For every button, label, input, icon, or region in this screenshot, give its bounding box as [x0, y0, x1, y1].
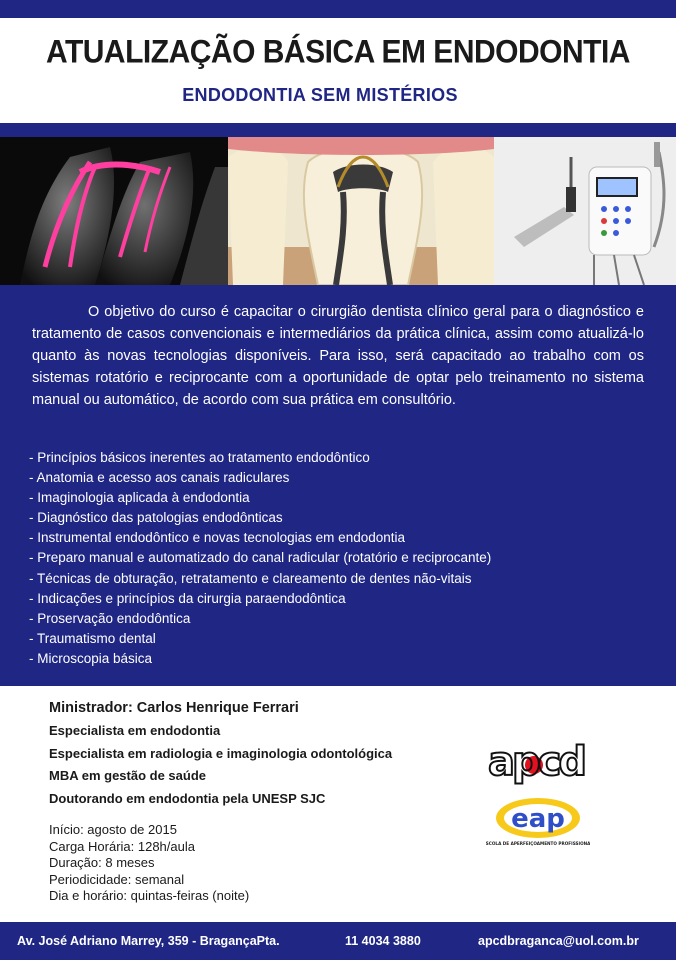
instructor-name: Ministrador: Carlos Henrique Ferrari — [49, 700, 299, 716]
instructor-section — [49, 700, 392, 810]
photo-strip — [0, 137, 676, 285]
list-item: - Anatomia e acesso aos canais radiculares — [29, 470, 290, 486]
eap-logo — [486, 796, 590, 848]
start-date: Início: agosto de 2015 — [49, 822, 177, 837]
list-item: - Imaginologia aplicada à endodontia — [29, 490, 250, 506]
svg-text:apcd: apcd — [488, 739, 584, 785]
credential: MBA em gestão de saúde — [49, 768, 207, 783]
list-item: - Princípios básicos inerentes ao tratamento endodôntico — [29, 450, 370, 465]
list-item: - Indicações e princípios da cirurgia paraendodôntica — [29, 590, 346, 606]
eap-caption: ESCOLA DE APERFEIÇOAMENTO PROFISSIONAL — [486, 841, 590, 846]
frequency: Periodicidade: semanal — [49, 871, 185, 887]
list-item: - Proservação endodôntica — [29, 610, 191, 626]
credential: Doutorando em endodontia pela UNESP SJC — [49, 790, 326, 806]
duration: Duração: 8 meses — [49, 855, 155, 870]
list-item: - Preparo manual e automatizado do canal radicular (rotatório e reciprocante) — [29, 550, 492, 566]
schedule: Dia e horário: quintas-feiras (noite) — [49, 888, 250, 903]
footer-phone: 11 4034 3880 — [345, 934, 421, 948]
page-subtitle: ENDODONTIA SEM MISTÉRIOS — [182, 85, 458, 105]
topics-list — [29, 448, 491, 669]
workload: Carga Horária: 128h/aula — [49, 838, 195, 854]
footer-address: Av. José Adriano Marrey, 359 - BragançaPta. — [17, 934, 280, 948]
svg-text:eap: eap — [511, 804, 565, 834]
list-item: - Técnicas de obturação, retratamento e clareamento de dentes não-vitais — [29, 570, 472, 586]
footer-bar — [0, 922, 676, 960]
list-item: - Diagnóstico das patologias endodônticas — [29, 510, 283, 526]
root-canal-xray-image — [0, 137, 228, 285]
tooth-cross-section-image — [228, 137, 494, 285]
endodontic-motor-device-image — [494, 137, 676, 285]
course-description: O objetivo do curso é capacitar o cirurgião dentista clínico geral para o diagnóstico e tratamento de casos convencionais e intermediários da prática clínica, assim como atualizá-lo quanto às novas tecnologias disponíveis. Para isso, será capacitado ao trabalho com os sistemas rotatório e reciprocante com a oportunidade de optar pelo treinamento no sistema manual ou automático, de acordo com sua prática em consultório. — [32, 304, 644, 408]
list-item: - Traumatismo dental — [29, 630, 156, 646]
course-details — [49, 822, 249, 905]
footer-email: apcdbraganca@uol.com.br — [478, 934, 639, 948]
list-item: - Instrumental endodôntico e novas tecnologias em endodontia — [29, 530, 405, 546]
page-title: ATUALIZAÇÃO BÁSICA EM ENDODONTIA — [46, 34, 630, 71]
list-item: - Microscopia básica — [29, 650, 153, 666]
credential: Especialista em endodontia — [49, 723, 221, 738]
credential: Especialista em radiologia e imaginologia odontológica — [49, 745, 393, 761]
apcd-logo — [486, 735, 590, 793]
top-bar — [0, 0, 676, 18]
